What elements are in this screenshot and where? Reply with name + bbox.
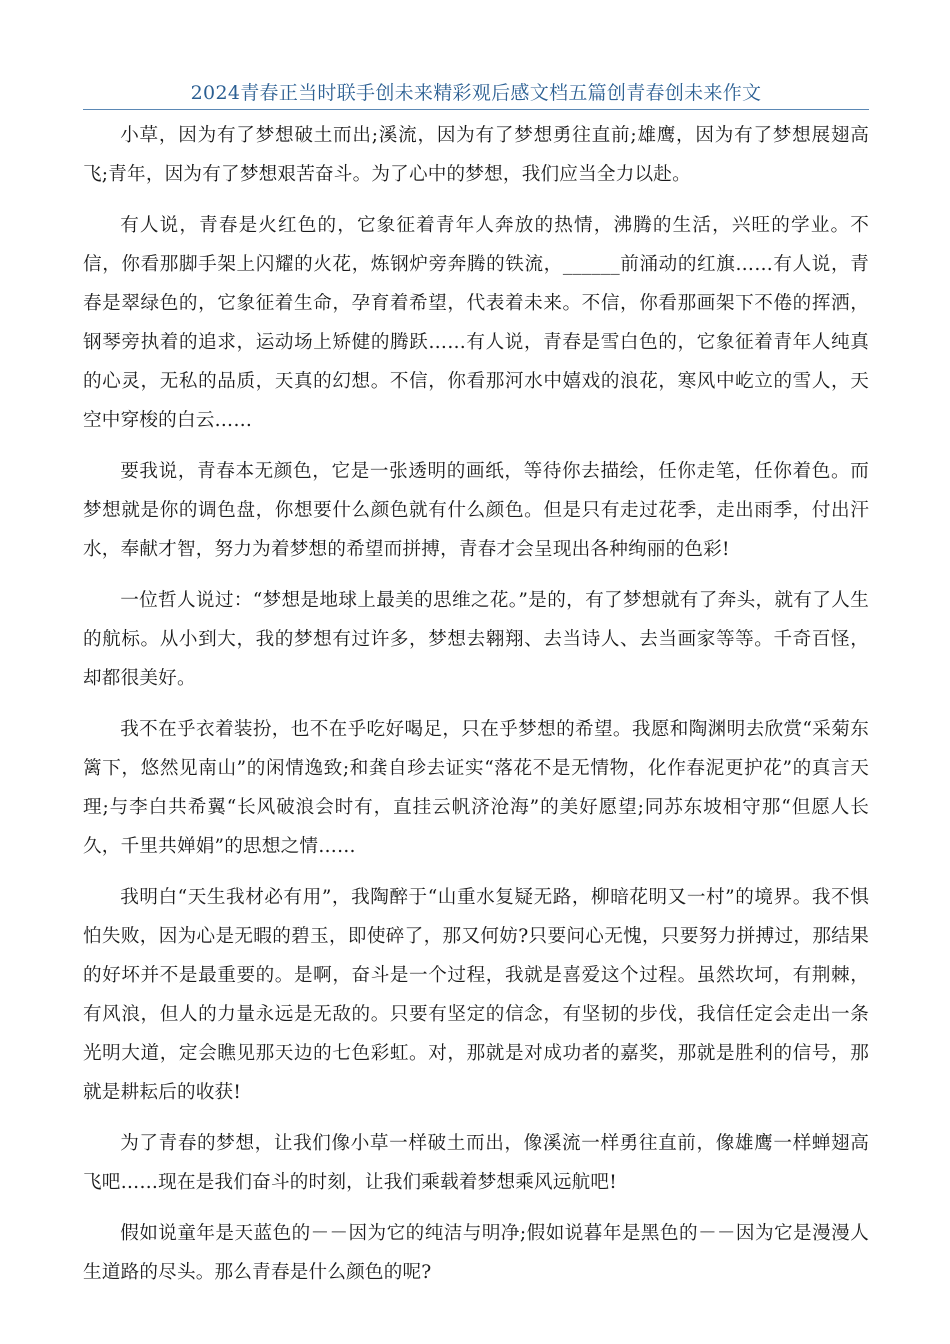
paragraph-5: 我不在乎衣着装扮，也不在乎吃好喝足，只在乎梦想的希望。我愿和陶渊明去欣赏“采菊东篱下，悠然见南山”的闲情逸致;和龚自珍去证实“落花不是无情物，化作春泥更护花”的真言天理;与李白共希翼“长风破浪会时有，直挂云帆济沧海”的美好愿望;同苏东坡相守那“但愿人长久，千里共婵娟”的思想之情……	[83, 719, 869, 857]
paragraph-7: 为了青春的梦想，让我们像小草一样破土而出，像溪流一样勇往直前，像雄鹰一样蝉翅高飞吧……现在是我们奋斗的时刻，让我们乘载着梦想乘风远航吧!	[83, 1133, 869, 1193]
paragraph-6: 我明白“天生我材必有用”，我陶醉于“山重水复疑无路，柳暗花明又一村”的境界。我不惧怕失败，因为心是无暇的碧玉，即使碎了，那又何妨?只要问心无愧，只要努力拼搏过，那结果的好坏并不是最重要的。是啊，奋斗是一个过程，我就是喜爱这个过程。虽然坎坷，有荆棘，有风浪，但人的力量永远是无敌的。只要有坚定的信念，有坚韧的步伐，我信任定会走出一条光明大道，定会瞧见那天边的七色彩虹。对，那就是对成功者的嘉奖，那就是胜利的信号，那就是耕耘后的收获!	[83, 887, 869, 1103]
document-page	[83, 78, 869, 1304]
paragraph-3: 要我说，青春本无颜色，它是一张透明的画纸，等待你去描绘，任你走笔，任你着色。而梦想就是你的调色盘，你想要什么颜色就有什么颜色。但是只有走过花季，走出雨季，付出汗水，奉献才智，努力为着梦想的希望而拼搏，青春才会呈现出各种绚丽的色彩!	[83, 461, 869, 560]
document-header-title: 2024青春正当时联手创未来精彩观后感文档五篇创青春创未来作文	[83, 78, 869, 110]
paragraph-4: 一位哲人说过：“梦想是地球上最美的思维之花。”是的，有了梦想就有了奔头，就有了人生的航标。从小到大，我的梦想有过许多，梦想去翱翔、去当诗人、去当画家等等。千奇百怪，却都很美好。	[83, 590, 869, 689]
document-body	[83, 116, 869, 1292]
paragraph-2: 有人说，青春是火红色的，它象征着青年人奔放的热情，沸腾的生活，兴旺的学业。不信，你看那脚手架上闪耀的火花，炼钢炉旁奔腾的铁流，______前涌动的红旗……有人说，青春是翠绿色的，它象征着生命，孕育着希望，代表着未来。不信，你看那画架下不倦的挥洒，钢琴旁执着的追求，运动场上矫健的腾跃……有人说，青春是雪白色的，它象征着青年人纯真的心灵，无私的品质，天真的幻想。不信，你看那河水中嬉戏的浪花，寒风中屹立的雪人，天空中穿梭的白云……	[83, 215, 869, 431]
paragraph-8: 假如说童年是天蓝色的－－因为它的纯洁与明净;假如说暮年是黑色的－－因为它是漫漫人生道路的尽头。那么青春是什么颜色的呢?	[83, 1223, 869, 1283]
paragraph-1: 小草，因为有了梦想破土而出;溪流，因为有了梦想勇往直前;雄鹰，因为有了梦想展翅高飞;青年，因为有了梦想艰苦奋斗。为了心中的梦想，我们应当全力以赴。	[83, 125, 869, 185]
